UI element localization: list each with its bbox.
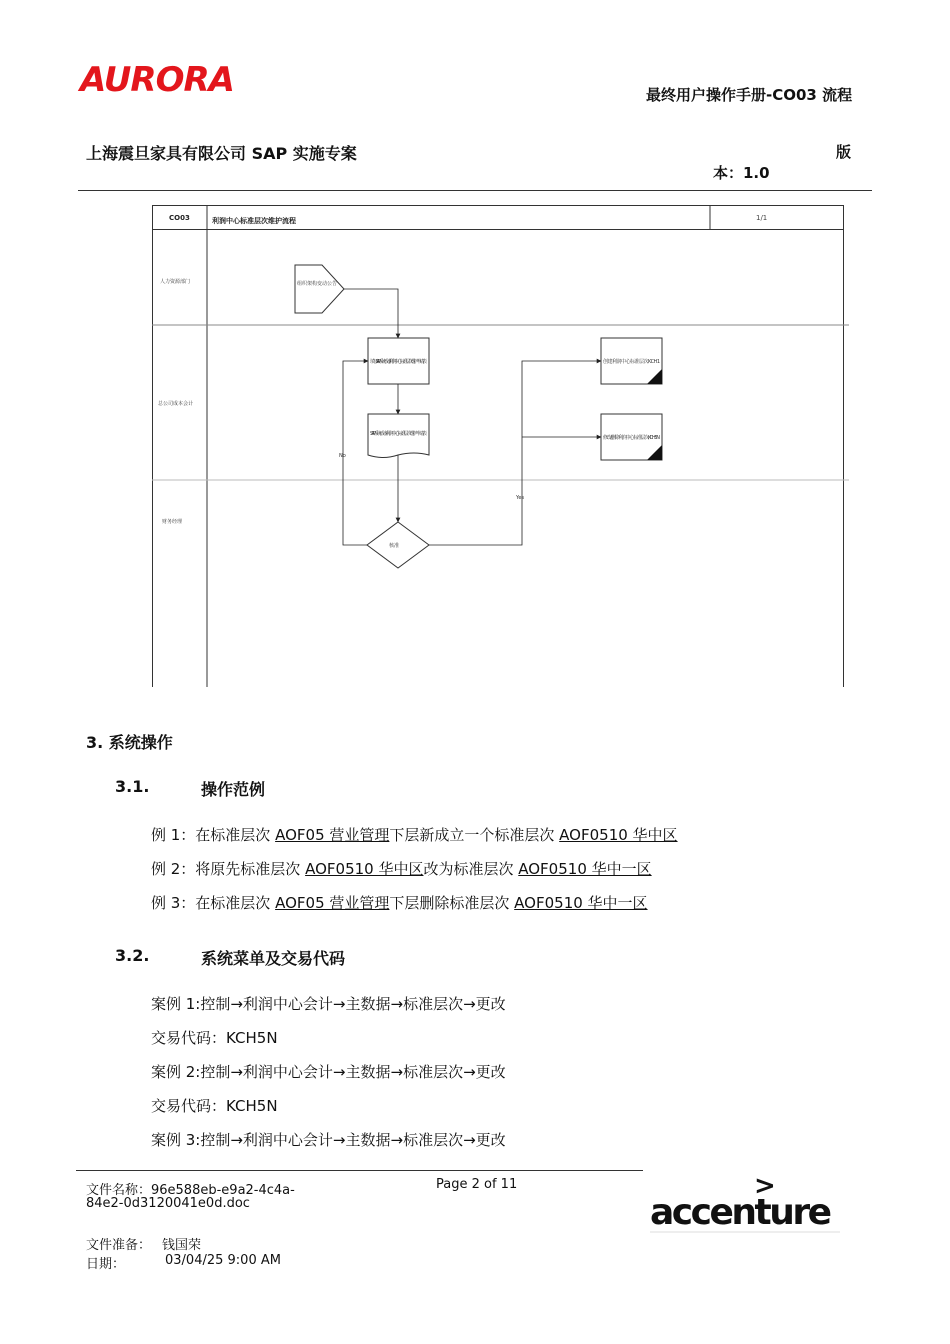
menu-line-1: 案例 1:控制→利润中心会计→主数据→标准层次→更改 bbox=[151, 995, 506, 1013]
flowchart-frame bbox=[152, 205, 849, 687]
example-2-text-b: 改为标准层次 bbox=[423, 860, 519, 878]
example-1 bbox=[151, 824, 678, 845]
footer-prepared-by: 钱国荣 bbox=[162, 1238, 202, 1253]
footer-file-name-1: 文件名称：96e588eb-e9a2-4c4a- bbox=[86, 1183, 295, 1198]
section-3-2-number: 3.2. bbox=[115, 946, 150, 965]
footer-date-label: 日期： bbox=[86, 1257, 126, 1272]
example-2 bbox=[151, 858, 652, 879]
example-3-link-b: AOF0510 华中一区 bbox=[514, 894, 648, 912]
menu-line-5: 案例 3:控制→利润中心会计→主数据→标准层次→更改 bbox=[151, 1131, 506, 1149]
modify-node-label: 修改/删除利润中心标准层次KCH5N bbox=[603, 435, 660, 441]
menu-line-4: 交易代码：KCH5N bbox=[151, 1097, 278, 1115]
flowchart-code: CO03 bbox=[169, 214, 190, 222]
accenture-logo bbox=[650, 1172, 845, 1234]
approve-decision-label: 核准 bbox=[389, 543, 400, 549]
version-value: 本：1.0 bbox=[713, 164, 770, 182]
start-node bbox=[295, 265, 344, 313]
process-flowchart bbox=[152, 205, 852, 690]
footer-prepared-label: 文件准备： bbox=[86, 1238, 152, 1253]
example-3 bbox=[151, 892, 648, 913]
footer-date: 03/04/25 9:00 AM bbox=[165, 1253, 281, 1268]
accenture-logo-mark: > bbox=[754, 1172, 776, 1201]
section-3-1-title: 操作范例 bbox=[201, 780, 266, 799]
version-label: 版 bbox=[836, 143, 852, 161]
example-2-link-a: AOF0510 华中区 bbox=[305, 860, 424, 878]
menu-line-3: 案例 2:控制→利润中心会计→主数据→标准层次→更改 bbox=[151, 1063, 506, 1081]
flowchart-title: 利润中心标准层次维护流程 bbox=[212, 217, 296, 225]
create-node-label: 创建利润中心标准层次KCH1 bbox=[603, 359, 660, 365]
no-label: No bbox=[339, 453, 346, 459]
header-divider bbox=[78, 190, 872, 191]
section-3-2-title: 系统菜单及交易代码 bbox=[201, 949, 346, 968]
start-node-label: 组织架构变动公告 bbox=[297, 281, 337, 287]
footer-divider bbox=[76, 1170, 643, 1171]
example-1-link-b: AOF0510 华中区 bbox=[559, 826, 678, 844]
form-document-label: SAP系统成本/利润中心标准层次维护申请表 bbox=[370, 431, 427, 437]
example-1-link-a: AOF05 营业管理 bbox=[275, 826, 390, 844]
example-3-link-a: AOF05 营业管理 bbox=[275, 894, 390, 912]
example-1-text-b: 下层新成立一个标准层次 bbox=[389, 826, 560, 844]
example-2-text-a: 例 2：将原先标准层次 bbox=[151, 860, 306, 878]
aurora-logo: AURORA bbox=[80, 60, 234, 100]
lane-finance-manager: 财务经理 bbox=[162, 519, 183, 525]
example-3-text-a: 例 3：在标准层次 bbox=[151, 894, 276, 912]
lane-hr: 人力资源部门 bbox=[160, 279, 191, 285]
section-3-1-number: 3.1. bbox=[115, 777, 150, 796]
fill-form-label: 填写SAP系统成本/利润中心标准层次维护申请表 bbox=[370, 359, 427, 365]
example-2-link-b: AOF0510 华中一区 bbox=[518, 860, 652, 878]
accenture-logo-text: accenture bbox=[650, 1192, 832, 1233]
company-project-title: 上海震旦家具有限公司 SAP 实施专案 bbox=[86, 144, 357, 163]
lane-cost-accounting: 总公司成本会计 bbox=[158, 401, 194, 407]
document-title: 最终用户操作手册-CO03 流程 bbox=[646, 86, 853, 104]
section-3-heading: 3. 系统操作 bbox=[86, 733, 173, 752]
menu-line-2: 交易代码：KCH5N bbox=[151, 1029, 278, 1047]
footer-page-number: Page 2 of 11 bbox=[436, 1177, 518, 1192]
example-1-text-a: 例 1：在标准层次 bbox=[151, 826, 276, 844]
example-3-text-b: 下层删除标准层次 bbox=[389, 894, 515, 912]
footer-file-name-2: 84e2-0d3120041e0d.doc bbox=[86, 1196, 250, 1211]
flowchart-page: 1/1 bbox=[756, 214, 768, 222]
yes-label: Yes bbox=[516, 495, 525, 501]
